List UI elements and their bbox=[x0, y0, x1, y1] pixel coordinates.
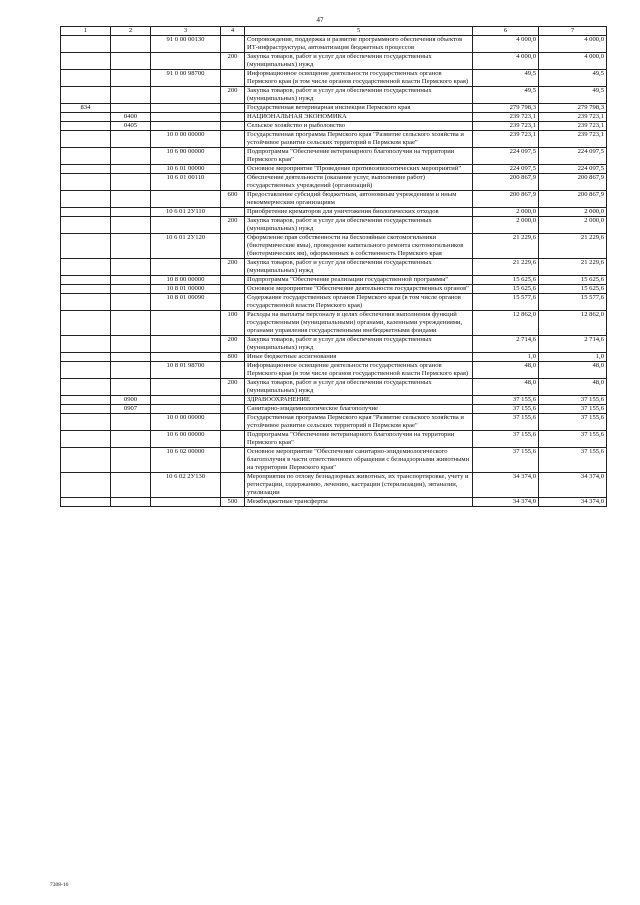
amount-year-2-cell: 12 862,0 bbox=[539, 311, 607, 336]
expense-type-code-cell bbox=[221, 448, 245, 473]
expense-type-code-cell bbox=[221, 165, 245, 174]
expense-type-code-cell bbox=[221, 148, 245, 165]
expense-type-code-cell: 600 bbox=[221, 191, 245, 208]
target-article-code-cell bbox=[151, 336, 221, 353]
item-name-cell: Закупка товаров, работ и услуг для обеспечения государственных (муниципальных) нужд bbox=[245, 217, 473, 234]
amount-year-1-cell: 49,5 bbox=[473, 70, 539, 87]
target-article-code-cell bbox=[151, 311, 221, 336]
amount-year-2-cell: 224 097,5 bbox=[539, 148, 607, 165]
expense-type-code-cell bbox=[221, 362, 245, 379]
department-code-cell bbox=[61, 353, 111, 362]
amount-year-2-cell: 279 798,3 bbox=[539, 104, 607, 113]
amount-year-1-cell: 4 000,0 bbox=[473, 53, 539, 70]
amount-year-2-cell: 34 374,0 bbox=[539, 473, 607, 498]
department-code-cell bbox=[61, 234, 111, 259]
table-row bbox=[61, 70, 607, 87]
amount-year-2-cell: 49,5 bbox=[539, 87, 607, 104]
section-code-cell bbox=[111, 414, 151, 431]
target-article-code-cell: 10 6 01 00000 bbox=[151, 165, 221, 174]
table-row bbox=[61, 217, 607, 234]
expense-type-code-cell: 200 bbox=[221, 87, 245, 104]
item-name-cell: Сопровождение, поддержка и развитие программного обеспечения объектов ИТ-инфраструктуры, автоматизация бюджетных процессов bbox=[245, 36, 473, 53]
table-row bbox=[61, 405, 607, 414]
section-code-cell bbox=[111, 53, 151, 70]
table-row bbox=[61, 113, 607, 122]
item-name-cell: Основное мероприятие "Обеспечение деятельности государственных органов" bbox=[245, 285, 473, 294]
table-row bbox=[61, 191, 607, 208]
amount-year-1-cell: 200 867,9 bbox=[473, 174, 539, 191]
table-row bbox=[61, 362, 607, 379]
target-article-code-cell: 10 0 00 00000 bbox=[151, 131, 221, 148]
target-article-code-cell: 10 6 01 00110 bbox=[151, 174, 221, 191]
table-row bbox=[61, 208, 607, 217]
item-name-cell: Подпрограмма "Обеспечение реализации государственной программы" bbox=[245, 276, 473, 285]
header-col-7: 7 bbox=[539, 27, 607, 36]
footer-code: 7308-16 bbox=[50, 882, 69, 888]
target-article-code-cell: 10 6 00 00000 bbox=[151, 431, 221, 448]
amount-year-1-cell: 12 862,0 bbox=[473, 311, 539, 336]
item-name-cell: Межбюджетные трансферты bbox=[245, 498, 473, 507]
target-article-code-cell: 10 8 01 00000 bbox=[151, 285, 221, 294]
department-code-cell: 834 bbox=[61, 104, 111, 113]
item-name-cell: Сельское хозяйство и рыболовство bbox=[245, 122, 473, 131]
department-code-cell bbox=[61, 405, 111, 414]
amount-year-1-cell: 37 155,6 bbox=[473, 405, 539, 414]
department-code-cell bbox=[61, 276, 111, 285]
amount-year-2-cell: 2 714,6 bbox=[539, 336, 607, 353]
amount-year-1-cell: 37 155,6 bbox=[473, 396, 539, 405]
item-name-cell: Закупка товаров, работ и услуг для обеспечения государственных (муниципальных) нужд bbox=[245, 259, 473, 276]
amount-year-1-cell: 21 229,6 bbox=[473, 234, 539, 259]
department-code-cell bbox=[61, 448, 111, 473]
table-row bbox=[61, 276, 607, 285]
target-article-code-cell bbox=[151, 259, 221, 276]
section-code-cell bbox=[111, 217, 151, 234]
department-code-cell bbox=[61, 53, 111, 70]
table-row bbox=[61, 285, 607, 294]
section-code-cell: 0900 bbox=[111, 396, 151, 405]
target-article-code-cell bbox=[151, 53, 221, 70]
expense-type-code-cell bbox=[221, 294, 245, 311]
table-row bbox=[61, 87, 607, 104]
target-article-code-cell: 10 6 02 2У130 bbox=[151, 473, 221, 498]
amount-year-2-cell: 37 155,6 bbox=[539, 431, 607, 448]
amount-year-1-cell: 279 798,3 bbox=[473, 104, 539, 113]
department-code-cell bbox=[61, 217, 111, 234]
expense-type-code-cell bbox=[221, 396, 245, 405]
section-code-cell: 0907 bbox=[111, 405, 151, 414]
amount-year-1-cell: 2 000,0 bbox=[473, 217, 539, 234]
amount-year-2-cell: 239 723,1 bbox=[539, 113, 607, 122]
table-row bbox=[61, 36, 607, 53]
amount-year-1-cell: 200 867,9 bbox=[473, 191, 539, 208]
amount-year-2-cell: 49,5 bbox=[539, 70, 607, 87]
amount-year-2-cell: 21 229,6 bbox=[539, 234, 607, 259]
item-name-cell: Информационное освещение деятельности государственных органов Пермского края (в том числе органов государственной власти Пермского края) bbox=[245, 70, 473, 87]
amount-year-1-cell: 2 714,6 bbox=[473, 336, 539, 353]
amount-year-1-cell: 37 155,6 bbox=[473, 448, 539, 473]
amount-year-2-cell: 37 155,6 bbox=[539, 405, 607, 414]
section-code-cell bbox=[111, 174, 151, 191]
expense-type-code-cell bbox=[221, 285, 245, 294]
table-row bbox=[61, 104, 607, 113]
amount-year-2-cell: 37 155,6 bbox=[539, 396, 607, 405]
department-code-cell bbox=[61, 36, 111, 53]
table-row bbox=[61, 165, 607, 174]
header-col-1: 1 bbox=[61, 27, 111, 36]
amount-year-2-cell: 48,0 bbox=[539, 379, 607, 396]
table-row bbox=[61, 148, 607, 165]
department-code-cell bbox=[61, 113, 111, 122]
expense-type-code-cell bbox=[221, 131, 245, 148]
item-name-cell: Государственная программа Пермского края "Развитие сельского хозяйства и устойчивое развитие сельских территорий в Пермском крае" bbox=[245, 414, 473, 431]
expense-type-code-cell bbox=[221, 208, 245, 217]
amount-year-1-cell: 34 374,0 bbox=[473, 473, 539, 498]
amount-year-2-cell: 200 867,9 bbox=[539, 174, 607, 191]
department-code-cell bbox=[61, 311, 111, 336]
item-name-cell: Обеспечение деятельности (оказание услуг, выполнение работ) государственных учреждений (организаций) bbox=[245, 174, 473, 191]
department-code-cell bbox=[61, 208, 111, 217]
section-code-cell: 0400 bbox=[111, 113, 151, 122]
target-article-code-cell bbox=[151, 396, 221, 405]
table-row bbox=[61, 379, 607, 396]
amount-year-2-cell: 2 000,0 bbox=[539, 217, 607, 234]
amount-year-1-cell: 224 097,5 bbox=[473, 165, 539, 174]
section-code-cell bbox=[111, 498, 151, 507]
item-name-cell: НАЦИОНАЛЬНАЯ ЭКОНОМИКА bbox=[245, 113, 473, 122]
amount-year-1-cell: 1,0 bbox=[473, 353, 539, 362]
amount-year-1-cell: 48,0 bbox=[473, 362, 539, 379]
item-name-cell: Подпрограмма "Обеспечение ветеринарного благополучия на территории Пермского края" bbox=[245, 431, 473, 448]
target-article-code-cell: 10 6 02 00000 bbox=[151, 448, 221, 473]
department-code-cell bbox=[61, 191, 111, 208]
section-code-cell bbox=[111, 431, 151, 448]
amount-year-2-cell: 48,0 bbox=[539, 362, 607, 379]
department-code-cell bbox=[61, 259, 111, 276]
amount-year-2-cell: 239 723,1 bbox=[539, 131, 607, 148]
table-row bbox=[61, 174, 607, 191]
section-code-cell bbox=[111, 148, 151, 165]
amount-year-1-cell: 48,0 bbox=[473, 379, 539, 396]
expense-type-code-cell bbox=[221, 36, 245, 53]
amount-year-1-cell: 239 723,1 bbox=[473, 131, 539, 148]
target-article-code-cell: 10 8 01 00090 bbox=[151, 294, 221, 311]
expense-type-code-cell: 200 bbox=[221, 53, 245, 70]
amount-year-2-cell: 34 374,0 bbox=[539, 498, 607, 507]
expense-type-code-cell bbox=[221, 234, 245, 259]
section-code-cell bbox=[111, 259, 151, 276]
item-name-cell: Расходы на выплаты персоналу в целях обеспечения выполнения функций государственными (муниципальными) органами, казенными учреждениями, органами управления государственными внебюджетными фондами bbox=[245, 311, 473, 336]
table-row bbox=[61, 234, 607, 259]
section-code-cell bbox=[111, 473, 151, 498]
table-row bbox=[61, 294, 607, 311]
target-article-code-cell: 10 6 01 2У110 bbox=[151, 208, 221, 217]
section-code-cell bbox=[111, 104, 151, 113]
amount-year-2-cell: 4 000,0 bbox=[539, 53, 607, 70]
section-code-cell bbox=[111, 234, 151, 259]
amount-year-1-cell: 21 229,6 bbox=[473, 259, 539, 276]
expense-type-code-cell bbox=[221, 70, 245, 87]
table-row bbox=[61, 353, 607, 362]
department-code-cell bbox=[61, 473, 111, 498]
target-article-code-cell bbox=[151, 113, 221, 122]
item-name-cell: Информационное освещение деятельности государственных органов Пермского края (в том числе органов государственной власти Пермского края) bbox=[245, 362, 473, 379]
section-code-cell bbox=[111, 191, 151, 208]
section-code-cell bbox=[111, 353, 151, 362]
section-code-cell bbox=[111, 131, 151, 148]
amount-year-2-cell: 239 723,1 bbox=[539, 122, 607, 131]
item-name-cell: Закупка товаров, работ и услуг для обеспечения государственных (муниципальных) нужд bbox=[245, 87, 473, 104]
header-row bbox=[61, 27, 607, 36]
table-row bbox=[61, 498, 607, 507]
amount-year-1-cell: 2 000,0 bbox=[473, 208, 539, 217]
expense-type-code-cell bbox=[221, 113, 245, 122]
amount-year-2-cell: 224 097,5 bbox=[539, 165, 607, 174]
target-article-code-cell: 10 0 00 00000 bbox=[151, 414, 221, 431]
amount-year-2-cell: 15 577,6 bbox=[539, 294, 607, 311]
item-name-cell: Иные бюджетные ассигнования bbox=[245, 353, 473, 362]
amount-year-2-cell: 4 000,0 bbox=[539, 36, 607, 53]
section-code-cell bbox=[111, 208, 151, 217]
section-code-cell bbox=[111, 362, 151, 379]
expense-type-code-cell bbox=[221, 414, 245, 431]
expense-type-code-cell: 200 bbox=[221, 379, 245, 396]
expense-type-code-cell: 500 bbox=[221, 498, 245, 507]
section-code-cell bbox=[111, 379, 151, 396]
header-col-3: 3 bbox=[151, 27, 221, 36]
amount-year-1-cell: 15 625,6 bbox=[473, 276, 539, 285]
section-code-cell: 0405 bbox=[111, 122, 151, 131]
department-code-cell bbox=[61, 379, 111, 396]
expense-type-code-cell bbox=[221, 174, 245, 191]
expense-type-code-cell bbox=[221, 405, 245, 414]
amount-year-2-cell: 2 000,0 bbox=[539, 208, 607, 217]
section-code-cell bbox=[111, 311, 151, 336]
target-article-code-cell: 10 6 00 00000 bbox=[151, 148, 221, 165]
target-article-code-cell bbox=[151, 498, 221, 507]
target-article-code-cell: 10 8 01 98700 bbox=[151, 362, 221, 379]
header-col-6: 6 bbox=[473, 27, 539, 36]
table-row bbox=[61, 473, 607, 498]
item-name-cell: Основное мероприятие "Обеспечение санитарно-эпидемиологического благополучия в части ответственного обращения с безнадзорными животными на территории Пермского края" bbox=[245, 448, 473, 473]
header-col-2: 2 bbox=[111, 27, 151, 36]
item-name-cell: Предоставление субсидий бюджетным, автономным учреждениям и иным некоммерческим организациям bbox=[245, 191, 473, 208]
section-code-cell bbox=[111, 87, 151, 104]
department-code-cell bbox=[61, 131, 111, 148]
target-article-code-cell bbox=[151, 104, 221, 113]
target-article-code-cell: 91 0 00 00130 bbox=[151, 36, 221, 53]
amount-year-2-cell: 21 229,6 bbox=[539, 259, 607, 276]
department-code-cell bbox=[61, 122, 111, 131]
table-row bbox=[61, 131, 607, 148]
table-row bbox=[61, 414, 607, 431]
table-row bbox=[61, 448, 607, 473]
department-code-cell bbox=[61, 431, 111, 448]
department-code-cell bbox=[61, 70, 111, 87]
amount-year-1-cell: 37 155,6 bbox=[473, 431, 539, 448]
amount-year-1-cell: 49,5 bbox=[473, 87, 539, 104]
item-name-cell: Государственная ветеринарная инспекция Пермского края bbox=[245, 104, 473, 113]
department-code-cell bbox=[61, 362, 111, 379]
item-name-cell: Государственная программа Пермского края "Развитие сельского хозяйства и устойчивое развитие сельских территорий в Пермском крае" bbox=[245, 131, 473, 148]
target-article-code-cell bbox=[151, 353, 221, 362]
table-row bbox=[61, 311, 607, 336]
amount-year-2-cell: 15 625,6 bbox=[539, 276, 607, 285]
expense-type-code-cell bbox=[221, 276, 245, 285]
section-code-cell bbox=[111, 294, 151, 311]
item-name-cell: Закупка товаров, работ и услуг для обеспечения государственных (муниципальных) нужд bbox=[245, 53, 473, 70]
item-name-cell: Мероприятия по отлову безнадзорных животных, их транспортировке, учету и регистрации, содержанию, лечению, кастрации (стерилизации), эвтаназии, утилизации bbox=[245, 473, 473, 498]
expense-type-code-cell bbox=[221, 104, 245, 113]
department-code-cell bbox=[61, 174, 111, 191]
page-number: 47 bbox=[316, 16, 324, 24]
table-row bbox=[61, 396, 607, 405]
target-article-code-cell: 10 6 01 2У120 bbox=[151, 234, 221, 259]
table-row bbox=[61, 259, 607, 276]
expense-type-code-cell bbox=[221, 473, 245, 498]
item-name-cell: Приобретение крематоров для уничтожения биологических отходов bbox=[245, 208, 473, 217]
item-name-cell: Закупка товаров, работ и услуг для обеспечения государственных (муниципальных) нужд bbox=[245, 336, 473, 353]
department-code-cell bbox=[61, 148, 111, 165]
section-code-cell bbox=[111, 70, 151, 87]
section-code-cell bbox=[111, 36, 151, 53]
target-article-code-cell bbox=[151, 191, 221, 208]
item-name-cell: ЗДРАВООХРАНЕНИЕ bbox=[245, 396, 473, 405]
target-article-code-cell: 10 8 00 00000 bbox=[151, 276, 221, 285]
amount-year-1-cell: 224 097,5 bbox=[473, 148, 539, 165]
amount-year-2-cell: 200 867,9 bbox=[539, 191, 607, 208]
amount-year-2-cell: 37 155,6 bbox=[539, 448, 607, 473]
target-article-code-cell bbox=[151, 379, 221, 396]
item-name-cell: Содержание государственных органов Пермского края (в том числе органов государственной власти Пермского края) bbox=[245, 294, 473, 311]
target-article-code-cell bbox=[151, 405, 221, 414]
expense-type-code-cell: 200 bbox=[221, 336, 245, 353]
section-code-cell bbox=[111, 336, 151, 353]
amount-year-1-cell: 4 000,0 bbox=[473, 36, 539, 53]
table-row bbox=[61, 122, 607, 131]
department-code-cell bbox=[61, 336, 111, 353]
item-name-cell: Санитарно-эпидемиологическое благополучие bbox=[245, 405, 473, 414]
expense-type-code-cell: 800 bbox=[221, 353, 245, 362]
amount-year-1-cell: 239 723,1 bbox=[473, 113, 539, 122]
section-code-cell bbox=[111, 285, 151, 294]
header-col-4: 4 bbox=[221, 27, 245, 36]
amount-year-2-cell: 1,0 bbox=[539, 353, 607, 362]
department-code-cell bbox=[61, 87, 111, 104]
department-code-cell bbox=[61, 414, 111, 431]
expense-type-code-cell: 200 bbox=[221, 217, 245, 234]
amount-year-1-cell: 239 723,1 bbox=[473, 122, 539, 131]
amount-year-1-cell: 34 374,0 bbox=[473, 498, 539, 507]
target-article-code-cell bbox=[151, 122, 221, 131]
target-article-code-cell bbox=[151, 87, 221, 104]
department-code-cell bbox=[61, 294, 111, 311]
section-code-cell bbox=[111, 165, 151, 174]
department-code-cell bbox=[61, 165, 111, 174]
target-article-code-cell bbox=[151, 217, 221, 234]
item-name-cell: Оформление прав собственности на бесхозяйные скотомогильники (биотермические ямы), проведение капитального ремонта скотомогильников (биотермических ям), оформленных в собственность Пермского края bbox=[245, 234, 473, 259]
department-code-cell bbox=[61, 396, 111, 405]
budget-table-body bbox=[61, 36, 607, 507]
table-row bbox=[61, 53, 607, 70]
budget-table bbox=[60, 26, 607, 507]
section-code-cell bbox=[111, 448, 151, 473]
section-code-cell bbox=[111, 276, 151, 285]
item-name-cell: Основное мероприятие "Проведение противоэпизоотических мероприятий" bbox=[245, 165, 473, 174]
expense-type-code-cell bbox=[221, 122, 245, 131]
table-row bbox=[61, 431, 607, 448]
header-col-5: 5 bbox=[245, 27, 473, 36]
expense-type-code-cell bbox=[221, 431, 245, 448]
amount-year-1-cell: 37 155,6 bbox=[473, 414, 539, 431]
amount-year-2-cell: 15 625,6 bbox=[539, 285, 607, 294]
expense-type-code-cell: 100 bbox=[221, 311, 245, 336]
amount-year-2-cell: 37 155,6 bbox=[539, 414, 607, 431]
amount-year-1-cell: 15 577,6 bbox=[473, 294, 539, 311]
department-code-cell bbox=[61, 285, 111, 294]
expense-type-code-cell: 200 bbox=[221, 259, 245, 276]
item-name-cell: Подпрограмма "Обеспечение ветеринарного благополучия на территории Пермского края" bbox=[245, 148, 473, 165]
department-code-cell bbox=[61, 498, 111, 507]
target-article-code-cell: 91 0 00 98700 bbox=[151, 70, 221, 87]
table-row bbox=[61, 336, 607, 353]
item-name-cell: Закупка товаров, работ и услуг для обеспечения государственных (муниципальных) нужд bbox=[245, 379, 473, 396]
amount-year-1-cell: 15 625,6 bbox=[473, 285, 539, 294]
